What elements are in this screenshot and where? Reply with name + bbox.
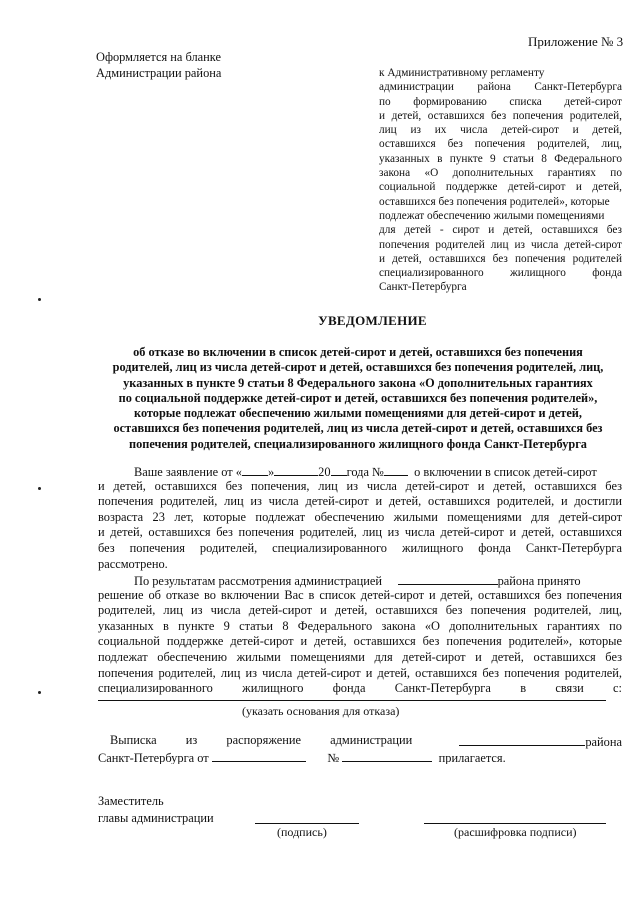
text-fragment: района принято <box>497 574 581 588</box>
appendix-number: Приложение № 3 <box>528 34 624 49</box>
month-blank <box>274 463 318 476</box>
letterhead-line: Администрации района <box>96 66 222 80</box>
scan-dot <box>38 298 41 301</box>
regulation-line: оставшихся без попечения родителей, лиц, <box>379 138 622 151</box>
text-fragment: Выписка из распоряжение администрации <box>110 733 413 747</box>
regulation-line: оставшихся без попечения родителей», которые <box>379 195 610 208</box>
document-subtitle <box>98 345 618 452</box>
text-fragment: » <box>267 465 275 479</box>
paragraph-decision <box>98 572 622 697</box>
paragraph-line: и детей, оставшихся без попечения, лиц из числа детей-сирот и детей, оставшихся без <box>98 478 622 493</box>
paragraph-line: родителей, лиц из числа детей-сирот и детей, оставшихся без попечения родителей, лиц, <box>98 603 622 618</box>
role-line: Заместитель <box>98 794 164 808</box>
subtitle-line: которые подлежат обеспечению жилыми помещениями для детей-сирот и детей, <box>134 406 582 421</box>
subtitle-line: родителей, лиц из числа детей-сирот и детей, оставшихся без попечения родителей, лиц, <box>112 360 604 375</box>
regulation-line: лиц из их числа детей-сирот и детей, <box>379 124 622 137</box>
extract-block <box>98 733 622 764</box>
paragraph-line: подлежат обеспечению жилыми помещениями для детей-сирот и детей, оставшихся без <box>98 649 622 664</box>
paragraph-first-line <box>98 572 622 588</box>
paragraph-line: рассмотрено. <box>98 556 168 571</box>
text-fragment <box>459 733 622 749</box>
text-fragment: года № <box>346 465 384 479</box>
paragraph-line: попечения родителей, лиц из числа детей-сирот и детей, оставшихся родителей, и достигли <box>98 494 622 509</box>
subtitle-line: оставшихся без попечения родителей, лиц из числа детей-сирот и детей, оставшихся без <box>113 421 603 436</box>
number-blank <box>342 749 432 762</box>
extract-line <box>98 749 622 765</box>
regulation-line: специализированного жилищного фонда <box>379 267 622 280</box>
date-blank <box>212 749 306 762</box>
text-fragment: № <box>327 750 340 765</box>
extract-line <box>98 733 622 749</box>
day-blank <box>242 463 268 476</box>
text-fragment: района <box>585 735 622 749</box>
paragraph-line: без попечения родителей, специализированного жилищного фонда Санкт-Петербурга <box>98 540 622 555</box>
subtitle-line: об отказе во включении в список детей-сирот и детей, оставшихся без попечения <box>133 345 583 359</box>
text-fragment: прилагается. <box>438 750 506 765</box>
district-blank <box>459 733 585 746</box>
signature-caption: (подпись) <box>277 825 327 839</box>
subtitle-line: попечения родителей, специализированного жилищного фонда Санкт-Петербурга <box>129 436 587 451</box>
reason-line <box>98 700 606 701</box>
regulation-line: к Административному регламенту <box>379 67 545 79</box>
document-title: УВЕДОМЛЕНИЕ <box>318 313 427 328</box>
regulation-line: попечения родителей лиц из числа детей-сирот <box>379 238 622 251</box>
regulation-line: закона «О дополнительных гарантиях по <box>379 167 622 180</box>
text-fragment: Ваше заявление от « <box>134 465 242 479</box>
regulation-line: Санкт-Петербурга <box>379 281 467 294</box>
regulation-reference <box>379 66 622 295</box>
paragraph-first-line <box>98 463 622 479</box>
paragraph-line: и детей, оставшихся без попечения родителей, лиц из числа детей-сирот и детей, оставшихся <box>98 525 622 540</box>
scan-dot <box>38 487 41 490</box>
paragraph-line: решение об отказе во включении Вас в список детей-сирот и детей, оставшихся без попечения <box>98 587 622 602</box>
reason-caption: (указать основания для отказа) <box>242 704 400 718</box>
signature-line <box>255 823 359 824</box>
regulation-line: социальной поддержке детей-сирот и детей, <box>379 181 622 194</box>
paragraph-line: указанных в пункте 9 статьи 8 Федерального закона «О дополнительных гарантиях по <box>98 618 622 633</box>
paragraph-line: возраста 23 лет, которые подлежат обеспечению жилыми помещениями для детей-сирот <box>98 509 622 524</box>
role-line: главы администрации <box>98 811 214 825</box>
paragraph-line: социальной поддержке детей-сирот и детей, оставшихся без попечения родителей», которые <box>98 634 622 649</box>
subtitle-line: указанных в пункте 9 статьи 8 Федерального закона «О дополнительных гарантиях <box>123 375 593 390</box>
district-blank <box>398 572 498 585</box>
regulation-line: указанных в пункте 9 статьи 8 Федерального <box>379 152 622 165</box>
year-blank <box>331 463 347 476</box>
regulation-line: и детей, оставшихся без попечения родителей <box>379 252 622 265</box>
text-fragment: Санкт-Петербурга от <box>98 750 209 765</box>
regulation-line: подлежат обеспечению жилыми помещениями <box>379 209 605 222</box>
regulation-line: администрации района Санкт-Петербурга <box>379 81 622 94</box>
text-fragment: 20 <box>318 465 331 479</box>
paragraph-line: специализированного жилищного фонда Санкт-Петербурга в связи с: <box>98 681 622 696</box>
regulation-line: и детей, оставшихся без попечения родителей, <box>379 109 622 122</box>
paragraph-line: попечения родителей, лиц из числа детей-сирот и детей, оставшихся без попечения родителей, <box>98 665 622 680</box>
text-fragment: По результатам рассмотрения администрацией <box>134 574 383 588</box>
regulation-line: для детей - сирот и детей, оставшихся без <box>379 224 622 237</box>
signature-decode-line <box>424 823 606 824</box>
signature-decode-caption: (расшифровка подписи) <box>454 825 577 839</box>
number-blank <box>384 463 408 476</box>
subtitle-line: по социальной поддержке детей-сирот и детей, оставшихся без попечения родителей», <box>118 390 598 405</box>
text-fragment: о включении в список детей-сирот <box>414 465 597 479</box>
letterhead-note <box>96 50 296 82</box>
letterhead-line: Оформляется на бланке <box>96 50 222 64</box>
scan-dot <box>38 691 41 694</box>
signatory-role <box>98 794 214 828</box>
paragraph-application <box>98 463 622 572</box>
regulation-line: по формированию списка детей-сирот <box>379 95 622 108</box>
